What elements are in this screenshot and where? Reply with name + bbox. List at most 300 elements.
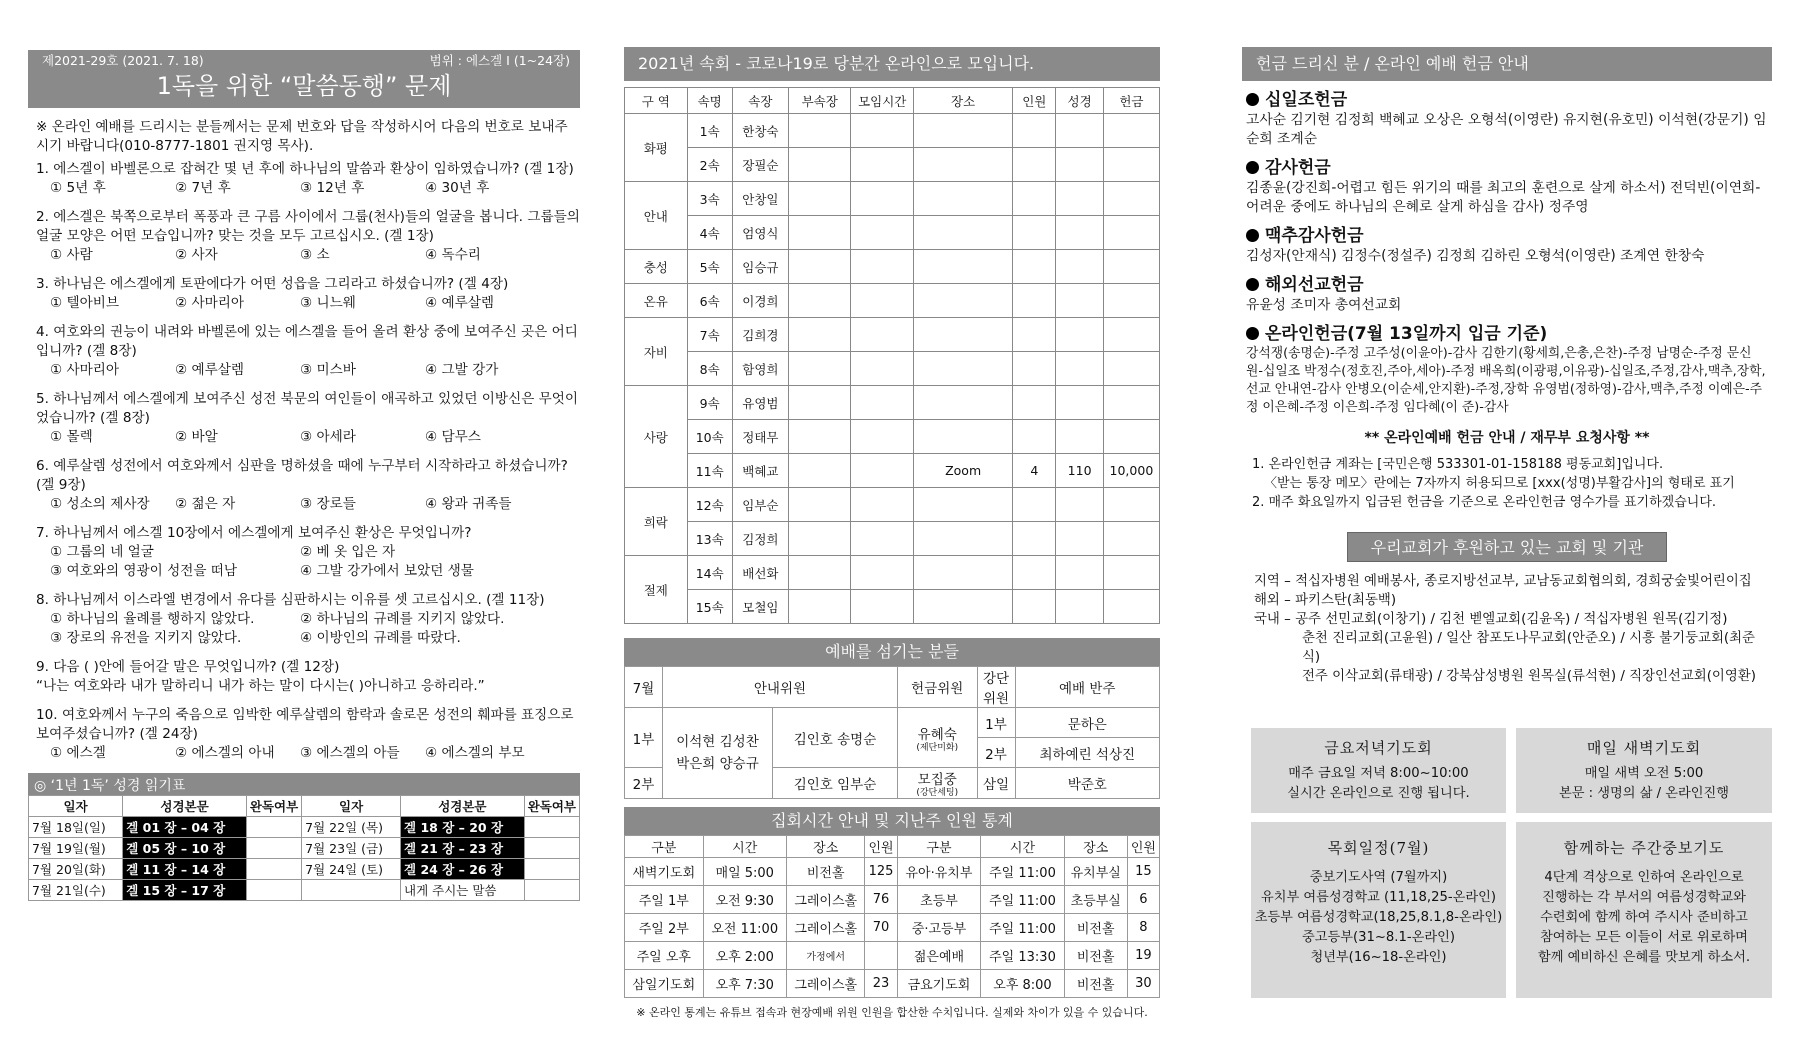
reading-cell <box>524 817 579 838</box>
cell-bible <box>1056 386 1103 420</box>
choir-2-label: 2부 <box>977 738 1015 768</box>
stats-cell: 오후 2:00 <box>703 942 786 970</box>
cell-number: 11속 <box>687 454 732 488</box>
offering-2: 김인호 임부순 <box>773 768 898 799</box>
stats-cell: 가정에서 <box>786 942 865 970</box>
stats-cell: 8 <box>1127 914 1159 942</box>
answer-option: ④ 그발 강가에서 보았던 생물 <box>300 563 474 579</box>
cell-time <box>851 352 914 386</box>
cell-leader: 김정희 <box>732 522 788 556</box>
cell-area: 온유 <box>625 284 688 318</box>
cell-place <box>914 590 1013 624</box>
cell-sub <box>788 318 851 352</box>
answer-option: ① 그룹의 네 얼굴 <box>50 544 154 560</box>
support-overseas: 해외 – 파키스탄(최동백) <box>1254 593 1397 608</box>
cell-time <box>851 318 914 352</box>
stats-cell: 주일 오후 <box>625 942 704 970</box>
stats-cell: 오전 11:00 <box>703 914 786 942</box>
stats-header: 인원 <box>1127 836 1159 858</box>
reading-cell: 겔 21 장 – 23 장 <box>401 838 525 859</box>
reading-cell <box>524 838 579 859</box>
answer-option: ④ 독수리 <box>425 247 481 263</box>
cell-sub <box>788 454 851 488</box>
cell-time <box>851 148 914 182</box>
cell-row <box>625 250 1160 284</box>
issue-number: 제2021-29호 (2021. 7. 18) <box>42 53 204 68</box>
weekly-prayer-line: 함께 예비하신 은혜를 맛보게 하소서. <box>1537 950 1751 965</box>
friday-prayer-title: 금요저녁기도회 <box>1324 739 1433 757</box>
cell-area: 사랑 <box>625 386 688 488</box>
stats-cell: 70 <box>865 914 897 942</box>
stats-cell: 오후 8:00 <box>981 970 1064 998</box>
cell-count <box>1013 488 1056 522</box>
cell-row <box>625 318 1160 352</box>
cell-area: 절제 <box>625 556 688 624</box>
question <box>28 390 580 447</box>
cell-row <box>625 182 1160 216</box>
cell-time <box>851 522 914 556</box>
answer-option: ② 사마리아 <box>175 295 245 311</box>
cell-offering <box>1103 556 1159 590</box>
cell-place <box>914 318 1013 352</box>
stats-cell: 그레이스홀 <box>786 914 865 942</box>
stats-cell: 30 <box>1127 970 1159 998</box>
question <box>28 160 580 198</box>
answer-option: ② 하나님의 규례를 지키지 않았다. <box>300 611 505 627</box>
answer-option: ③ 아세라 <box>300 429 356 445</box>
bullet-icon <box>1246 161 1259 174</box>
stats-cell: 23 <box>865 970 897 998</box>
cell-area: 화평 <box>625 114 688 182</box>
cell-number: 5속 <box>687 250 732 284</box>
reading-cell <box>524 859 579 880</box>
pulpit-1: 유혜숙 (제단미화) <box>897 708 977 768</box>
reading-cell <box>246 880 301 901</box>
reading-header: 완독여부 <box>524 796 579 817</box>
guide-1b: 〈받는 통장 메모〉란에는 7자까지 허용되므로 [xxx(성명)부활감사]의 형태로 표기 <box>1264 476 1735 491</box>
cell-count <box>1013 420 1056 454</box>
tithe-heading: 십일조헌금 <box>1246 89 1768 111</box>
cell-count <box>1013 182 1056 216</box>
cell-sub <box>788 352 851 386</box>
reading-header: 성경본문 <box>401 796 525 817</box>
stats-note: ※ 온라인 통계는 유튜브 접속과 현장예배 위원 인원을 합산한 수치입니다. 실제와 차이가 있을 수 있습니다. <box>636 1006 1148 1019</box>
cell-place <box>914 284 1013 318</box>
reading-row <box>29 838 580 859</box>
cell-count <box>1013 284 1056 318</box>
cell-place <box>914 216 1013 250</box>
cell-sub <box>788 284 851 318</box>
question-text: 6. 예루살렘 성전에서 여호와께서 심판을 명하셨을 때에 누구부터 시작하라고 하셨습니까? (겔 9장) <box>36 458 568 493</box>
cell-count <box>1013 352 1056 386</box>
answer-option: ③ 12년 후 <box>300 180 365 196</box>
answer-option: ③ 여호와의 영광이 성전을 떠남 <box>50 563 238 579</box>
question-text: 8. 하나님께서 이스라엘 변경에서 유다를 심판하시는 이유를 셋 고르십시오. (겔 11장) <box>36 592 545 608</box>
stats-cell: 15 <box>1127 858 1159 886</box>
reading-header: 완독여부 <box>246 796 301 817</box>
cell-offering: 10,000 <box>1103 454 1159 488</box>
question-text: 2. 에스겔은 북쪽으로부터 폭풍과 큰 구름 사이에서 그룹(천사)들의 얼굴을 봅니다. 그룹들의 얼굴 모양은 어떤 모습입니까? 맞는 것을 모두 고르십시오. (겔 1장) <box>36 209 580 244</box>
stats-row <box>625 970 1160 998</box>
choir-1: 문하은 <box>1015 708 1160 738</box>
cell-place <box>914 420 1013 454</box>
cell-header: 모임시간 <box>851 88 914 114</box>
cell-offering <box>1103 318 1159 352</box>
answer-option: ① 몰렉 <box>50 429 93 445</box>
reading-plan <box>28 773 580 901</box>
stats-header: 장소 <box>786 836 865 858</box>
guide-2: 2. 매주 화요일까지 입금된 헌금을 기준으로 온라인헌금 영수가를 표기하겠습니다. <box>1252 495 1717 510</box>
cell-number: 13속 <box>687 522 732 556</box>
reading-cell <box>246 838 301 859</box>
cell-bible <box>1056 488 1103 522</box>
answer-option: ② 에스겔의 아내 <box>175 745 275 761</box>
cell-count <box>1013 148 1056 182</box>
cell-number: 12속 <box>687 488 732 522</box>
cell-place <box>914 386 1013 420</box>
friday-prayer-time: 매주 금요일 저녁 8:00~10:00 <box>1288 766 1469 781</box>
answer-option: ③ 장로들 <box>300 496 356 512</box>
reading-row <box>29 859 580 880</box>
stats-cell: 초등부실 <box>1064 886 1127 914</box>
stats-cell: 주일 13:30 <box>981 942 1064 970</box>
cell-header: 속장 <box>732 88 788 114</box>
cell-row <box>625 386 1160 420</box>
support-domestic: 국내 – 공주 선민교회(이창기) / 김천 벧엘교회(김윤옥) / 적십자병원 원목(김기정) <box>1254 612 1728 627</box>
guide-names: 이석현 김성찬 박은희 양승규 <box>663 708 773 799</box>
cell-time <box>851 454 914 488</box>
cell-row <box>625 420 1160 454</box>
cell-bible <box>1056 182 1103 216</box>
dawn-prayer-time: 매일 새벽 오전 5:00 <box>1584 766 1704 781</box>
cell-bible <box>1056 556 1103 590</box>
answer-option: ③ 장로의 유전을 지키지 않았다. <box>50 630 242 646</box>
offering-1: 김인호 송명순 <box>773 708 898 768</box>
stats-cell: 비전홀 <box>1064 914 1127 942</box>
cell-number: 3속 <box>687 182 732 216</box>
middle-column <box>624 0 1160 1020</box>
cell-place <box>914 114 1013 148</box>
stats-cell: 비전홀 <box>1064 942 1127 970</box>
cell-place <box>914 556 1013 590</box>
cell-count <box>1013 114 1056 148</box>
reading-cell: 겔 05 장 – 10 장 <box>123 838 247 859</box>
stats-cell: 주일 2부 <box>625 914 704 942</box>
cell-leader: 김희경 <box>732 318 788 352</box>
quiz-title: 1독을 위한 “말씀동행” 문제 <box>156 72 452 100</box>
cell-leader: 안창일 <box>732 182 788 216</box>
pulpit-header: 강단위원 <box>977 667 1015 708</box>
cell-bible <box>1056 114 1103 148</box>
cell-bible <box>1056 250 1103 284</box>
question <box>28 323 580 380</box>
stats-cell: 초등부 <box>897 886 981 914</box>
cell-count <box>1013 556 1056 590</box>
bullet-icon <box>1246 278 1259 291</box>
cell-header: 부속장 <box>788 88 851 114</box>
stats-cell: 유아·유치부 <box>897 858 981 886</box>
cell-sub <box>788 420 851 454</box>
stats-cell: 비전홀 <box>786 858 865 886</box>
reading-cell: 겔 15 장 – 17 장 <box>123 880 247 901</box>
cell-row <box>625 216 1160 250</box>
cell-offering <box>1103 284 1159 318</box>
cell-sub <box>788 182 851 216</box>
stats-row <box>625 886 1160 914</box>
reading-header: 일자 <box>29 796 123 817</box>
bullet-icon <box>1246 327 1259 340</box>
stats-cell: 125 <box>865 858 897 886</box>
wheat-names: 김성자(안재식) 김정수(정설주) 김정희 김하린 오형석(이영란) 조계연 한창숙 <box>1246 248 1705 264</box>
answer-option: ② 사자 <box>175 247 218 263</box>
question-text: 10. 여호와께서 누구의 죽음으로 임박한 예루살렘의 함락과 솔로몬 성전의 훼파를 표징으로 보여주셨습니까? (겔 24장) <box>36 707 574 742</box>
cell-number: 10속 <box>687 420 732 454</box>
cell-leader: 한창숙 <box>732 114 788 148</box>
cell-area: 희락 <box>625 488 688 556</box>
guide-title: ** 온라인예배 헌금 안내 / 재무부 요청사항 ** <box>1364 430 1650 446</box>
stats-cell: 19 <box>1127 942 1159 970</box>
quiz-header <box>28 50 580 108</box>
cell-offering <box>1103 182 1159 216</box>
stats-header: 장소 <box>1064 836 1127 858</box>
cell-count: 4 <box>1013 454 1056 488</box>
stats-cell: 젊은예배 <box>897 942 981 970</box>
cell-time <box>851 590 914 624</box>
question <box>28 208 580 265</box>
pulpit-2: 모집중 (강단세팅) <box>897 768 977 799</box>
reading-cell <box>246 859 301 880</box>
reading-cell: 내게 주시는 말씀 <box>401 880 525 901</box>
answer-option: ② 바알 <box>175 429 218 445</box>
online-heading: 온라인헌금(7월 13일까지 입금 기준) <box>1246 323 1768 345</box>
stats-cell: 주일 11:00 <box>981 858 1064 886</box>
schedule-title: 목회일정(7월) <box>1327 839 1430 857</box>
answer-option: ② 베 옷 입은 자 <box>300 544 396 560</box>
stats-row <box>625 914 1160 942</box>
question <box>28 658 580 696</box>
mission-names: 유윤성 조미자 총여선교회 <box>1246 297 1402 313</box>
cell-number: 8속 <box>687 352 732 386</box>
stats-cell: 새벽기도회 <box>625 858 704 886</box>
cell-leader: 함영희 <box>732 352 788 386</box>
reading-plan-title: ◎ ‘1년 1독’ 성경 읽기표 <box>28 773 580 795</box>
stats-header: 인원 <box>865 836 897 858</box>
reading-cell: 겔 01 장 – 04 장 <box>123 817 247 838</box>
question <box>28 457 580 514</box>
cell-row <box>625 148 1160 182</box>
quiz-intro: ※ 온라인 예배를 드리시는 분들께서는 문제 번호와 답을 작성하시어 다음의 번호로 보내주시기 바랍니다(010-8777-1801 권지영 목사). <box>36 119 568 154</box>
cell-bible <box>1056 216 1103 250</box>
cell-number: 7속 <box>687 318 732 352</box>
friday-prayer-box <box>1251 728 1506 813</box>
stats-cell: 유치부실 <box>1064 858 1127 886</box>
cell-bible <box>1056 522 1103 556</box>
question <box>28 591 580 648</box>
bullet-icon <box>1246 93 1259 106</box>
question-text: 4. 여호와의 권능이 내려와 바벨론에 있는 에스겔을 들어 올려 환상 중에 보여주신 곳은 어디입니까? (겔 8장) <box>36 324 578 359</box>
reading-row <box>29 817 580 838</box>
cell-row <box>625 352 1160 386</box>
weekly-prayer-box <box>1516 822 1772 998</box>
cell-number: 2속 <box>687 148 732 182</box>
cell-row <box>625 522 1160 556</box>
cell-sub <box>788 216 851 250</box>
stats-row <box>625 858 1160 886</box>
reading-cell: 겔 11 장 – 14 장 <box>123 859 247 880</box>
cell-offering <box>1103 420 1159 454</box>
reading-header: 성경본문 <box>123 796 247 817</box>
stats-cell: 주일 11:00 <box>981 886 1064 914</box>
stats-table <box>624 835 1160 998</box>
cell-place <box>914 250 1013 284</box>
cell-header: 장소 <box>914 88 1013 114</box>
stats-cell: 그레이스홀 <box>786 886 865 914</box>
choir-1-label: 1부 <box>977 708 1015 738</box>
reading-table <box>28 795 580 901</box>
stats-header: 시간 <box>703 836 786 858</box>
dawn-prayer-title: 매일 새벽기도회 <box>1586 739 1702 757</box>
answer-option: ① 사람 <box>50 247 93 263</box>
cell-number: 4속 <box>687 216 732 250</box>
cell-offering <box>1103 488 1159 522</box>
bullet-icon <box>1246 229 1259 242</box>
stats-cell <box>865 942 897 970</box>
cell-sub <box>788 148 851 182</box>
thanks-heading: 감사헌금 <box>1246 157 1768 179</box>
stats-cell: 금요기도회 <box>897 970 981 998</box>
cell-leader: 모철임 <box>732 590 788 624</box>
answer-option: ① 텔아비브 <box>50 295 120 311</box>
stats-row <box>625 942 1160 970</box>
servers-title: 예배를 섬기는 분들 <box>624 638 1160 666</box>
weekly-prayer-line: 4단계 격상으로 인하여 온라인으로 <box>1544 870 1744 885</box>
cell-offering <box>1103 522 1159 556</box>
answer-option: ④ 왕과 귀족들 <box>425 496 512 512</box>
stats-cell: 오후 7:30 <box>703 970 786 998</box>
cell-row <box>625 488 1160 522</box>
cell-offering <box>1103 216 1159 250</box>
cell-sub <box>788 488 851 522</box>
stats-header: 구분 <box>625 836 704 858</box>
cell-place <box>914 522 1013 556</box>
right-column <box>1242 0 1772 686</box>
cell-sub <box>788 522 851 556</box>
question-text: 1. 에스겔이 바벨론으로 잡혀간 몇 년 후에 하나님의 말씀과 환상이 임하였습니까? (겔 1장) <box>36 161 574 177</box>
cell-area: 안내 <box>625 182 688 250</box>
servers-month: 7월 <box>625 667 663 708</box>
service-1: 1부 <box>625 708 663 768</box>
guide-1: 1. 온라인헌금 계좌는 [국민은행 533301-01-158188 평동교회]입니다. <box>1252 457 1664 472</box>
reading-row <box>29 880 580 901</box>
cell-time <box>851 556 914 590</box>
reading-cell: 7월 23일 (금) <box>302 838 401 859</box>
cell-header: 헌금 <box>1103 88 1159 114</box>
choir-3-label: 삼일 <box>977 768 1015 799</box>
cell-number: 15속 <box>687 590 732 624</box>
cell-time <box>851 216 914 250</box>
answer-option: ③ 미스바 <box>300 362 356 378</box>
cell-header: 인원 <box>1013 88 1056 114</box>
cell-sub <box>788 590 851 624</box>
support-local: 지역 – 적십자병원 예배봉사, 종로지방선교부, 교남동교회협의회, 경희궁숲빛어린이집 <box>1254 574 1752 589</box>
schedule-item: 초등부 여름성경학교(18,25,8.1,8-온라인) <box>1254 910 1503 925</box>
reading-cell <box>524 880 579 901</box>
mission-heading: 해외선교헌금 <box>1246 274 1768 296</box>
stats-cell: 매일 5:00 <box>703 858 786 886</box>
cell-title: 2021년 속회 - 코로나19로 당분간 온라인으로 모입니다. <box>624 47 1160 81</box>
cell-time <box>851 488 914 522</box>
stats-cell: 76 <box>865 886 897 914</box>
cell-number: 9속 <box>687 386 732 420</box>
stats-cell: 중·고등부 <box>897 914 981 942</box>
cell-leader: 엄영식 <box>732 216 788 250</box>
cell-leader: 이경희 <box>732 284 788 318</box>
cell-bible <box>1056 284 1103 318</box>
cell-bible <box>1056 590 1103 624</box>
cell-number: 1속 <box>687 114 732 148</box>
reading-cell: 7월 24일 (토) <box>302 859 401 880</box>
cell-row <box>625 454 1160 488</box>
cell-row <box>625 284 1160 318</box>
question-text: 7. 하나님께서 에스겔 10장에서 에스겔에게 보여주신 환상은 무엇입니까? <box>36 525 472 541</box>
support-title: 우리교회가 후원하고 있는 교회 및 기관 <box>1347 532 1667 562</box>
schedule-item: 중고등부(31~8.1-온라인) <box>1301 930 1456 945</box>
reading-cell: 겔 24 장 – 26 장 <box>401 859 525 880</box>
cell-bible <box>1056 318 1103 352</box>
question <box>28 706 580 763</box>
support-domestic-3: 전주 이삭교회(류태광) / 강북삼성병원 원목실(류석현) / 직장인선교회(이영환) <box>1302 669 1756 684</box>
answer-option: ② 예루살렘 <box>175 362 245 378</box>
stats-cell: 비전홀 <box>1064 970 1127 998</box>
question-text: 5. 하나님께서 에스겔에게 보여주신 성전 북문의 여인들이 애곡하고 있었던 이방신은 무엇이었습니까? (겔 8장) <box>36 391 579 426</box>
cell-count <box>1013 590 1056 624</box>
choir-3: 박준호 <box>1015 768 1160 799</box>
answer-option: ③ 니느웨 <box>300 295 356 311</box>
reading-cell: 7월 18일(일) <box>29 817 123 838</box>
cell-row <box>625 114 1160 148</box>
answer-option: ② 7년 후 <box>175 180 231 196</box>
answer-option: ① 에스겔 <box>50 745 106 761</box>
reading-cell: 7월 21일(수) <box>29 880 123 901</box>
cell-row <box>625 590 1160 624</box>
cell-leader: 백혜교 <box>732 454 788 488</box>
reading-header: 일자 <box>302 796 401 817</box>
reading-cell: 7월 19일(월) <box>29 838 123 859</box>
tithe-names: 고사순 김기현 김정희 백혜교 오상은 오형석(이영란) 유지현(유호민) 이석현(강문기) 임순희 조계순 <box>1246 112 1767 147</box>
cell-time <box>851 114 914 148</box>
reading-cell: 겔 18 장 – 20 장 <box>401 817 525 838</box>
cell-leader: 유영범 <box>732 386 788 420</box>
cell-place: Zoom <box>914 454 1013 488</box>
cell-leader: 배선화 <box>732 556 788 590</box>
cell-offering <box>1103 590 1159 624</box>
schedule-box <box>1251 822 1506 998</box>
weekly-prayer-line: 진행하는 각 부서의 여름성경학교와 <box>1542 890 1746 905</box>
question-text: 9. 다음 ( )안에 들어갈 말은 무엇입니까? (겔 12장) <box>36 659 340 675</box>
answer-option: ④ 이방인의 규례를 따랐다. <box>300 630 461 646</box>
cell-offering <box>1103 114 1159 148</box>
weekly-prayer-line: 참여하는 모든 이들이 서로 위로하며 <box>1540 930 1748 945</box>
cell-sub <box>788 250 851 284</box>
weekly-prayer-line: 수련회에 함께 하여 주시사 준비하고 <box>1540 910 1748 925</box>
guide-header: 안내위원 <box>663 667 898 708</box>
cell-place <box>914 148 1013 182</box>
stats-cell: 주일 1부 <box>625 886 704 914</box>
cell-sub <box>788 386 851 420</box>
stats-cell: 그레이스홀 <box>786 970 865 998</box>
reading-cell <box>246 817 301 838</box>
cell-bible <box>1056 148 1103 182</box>
